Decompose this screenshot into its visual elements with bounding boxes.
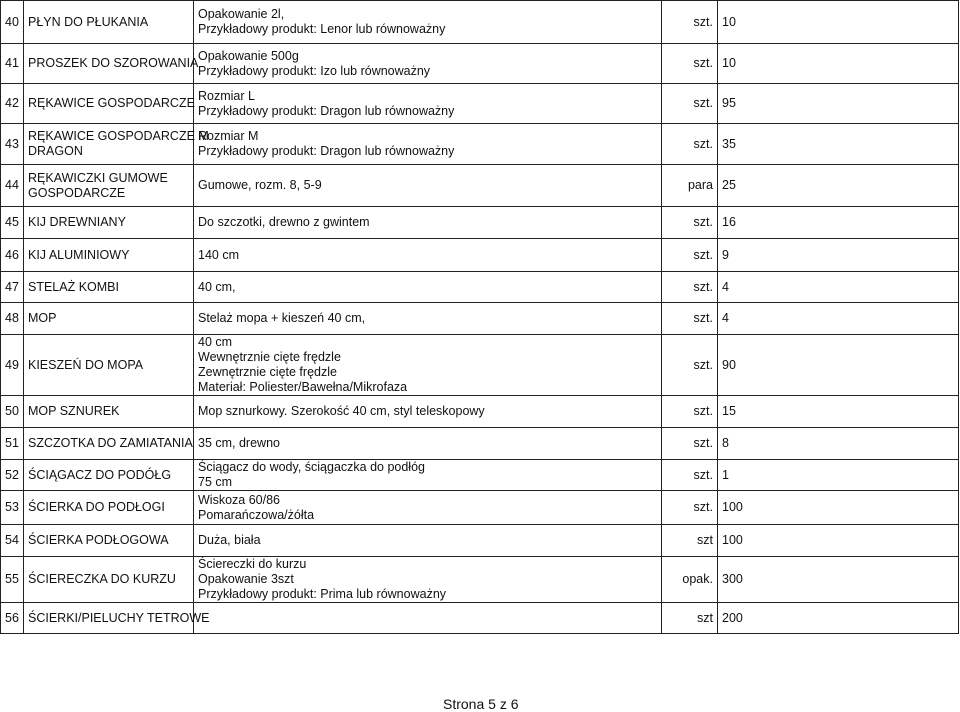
item-description-line: Pomarańczowa/żółta (198, 507, 315, 522)
item-description-line: Materiał: Poliester/Bawełna/Mikrofaza (198, 380, 408, 394)
item-description (194, 1, 662, 44)
item-description-line: Przykładowy produkt: Dragon lub równoważny (198, 144, 455, 158)
item-quantity: 15 (718, 396, 959, 428)
row-number: 52 (1, 460, 24, 491)
item-name (24, 428, 194, 460)
item-quantity: 4 (718, 303, 959, 335)
row-number: 44 (1, 165, 24, 207)
item-description (194, 557, 662, 603)
item-unit: szt. (662, 207, 718, 239)
item-name-line: PROSZEK DO SZOROWANIA (28, 56, 199, 70)
item-quantity: 200 (718, 603, 959, 634)
item-name (24, 603, 210, 634)
item-name (24, 460, 194, 491)
item-quantity: 8 (718, 428, 959, 460)
item-quantity: 1 (718, 460, 959, 491)
item-name-line: ŚCIERKI/PIELUCHY TETROWE (28, 610, 210, 625)
page-number: Strona 5 z 6 (443, 696, 519, 712)
item-name-line: ŚCIERECZKA DO KURZU (28, 572, 176, 586)
item-description-line: Rozmiar M (198, 129, 259, 143)
item-description-line: Mop sznurkowy. Szerokość 40 cm, styl teleskopowy (198, 404, 485, 418)
item-description-line: Przykładowy produkt: Dragon lub równoważny (198, 103, 455, 118)
item-unit: szt. (662, 1, 718, 44)
table-row (1, 239, 959, 272)
row-number: 43 (1, 124, 24, 165)
item-quantity: 4 (718, 272, 959, 303)
table-row (1, 525, 959, 557)
item-description-line: Stelaż mopa + kieszeń 40 cm, (198, 311, 366, 325)
item-unit: szt. (662, 272, 718, 303)
row-number: 41 (1, 44, 24, 84)
item-quantity: 95 (718, 84, 959, 124)
item-description-line: 35 cm, drewno (198, 436, 280, 450)
item-description (194, 207, 662, 239)
row-number: 54 (1, 525, 24, 557)
table-row (1, 1, 959, 44)
item-description (194, 272, 662, 303)
item-description-line: 75 cm (198, 475, 233, 489)
item-description (194, 239, 662, 272)
table-row (1, 491, 959, 525)
table-row (1, 603, 959, 634)
item-description-line: 40 cm, (198, 279, 236, 294)
item-unit: szt (662, 603, 718, 634)
item-name (24, 165, 194, 207)
item-unit: szt. (662, 335, 718, 396)
item-name-line: GOSPODARCZE (28, 185, 126, 200)
item-unit: szt. (662, 428, 718, 460)
item-name-line: STELAŻ KOMBI (28, 279, 119, 294)
item-name-line: KIESZEŃ DO MOPA (28, 357, 144, 372)
item-description-line: 40 cm (198, 335, 233, 349)
item-description-line: Ściągacz do wody, ściągaczka do podłóg (198, 460, 425, 474)
table-row (1, 44, 959, 84)
item-name (24, 557, 194, 603)
item-name-line: ŚCIĄGACZ DO PODÓŁG (28, 467, 172, 482)
item-unit: szt (662, 525, 718, 557)
item-unit: szt. (662, 396, 718, 428)
item-quantity: 9 (718, 239, 959, 272)
item-quantity: 35 (718, 124, 959, 165)
row-number: 47 (1, 272, 24, 303)
row-number: 45 (1, 207, 24, 239)
item-description-line: Przykładowy produkt: Prima lub równoważny (198, 587, 447, 601)
item-description-line: Opakowanie 500g (198, 48, 299, 63)
item-unit: szt. (662, 44, 718, 84)
item-description-line: Zewnętrznie cięte frędzle (198, 365, 337, 379)
item-description (194, 603, 662, 634)
item-name-line: DRAGON (28, 144, 83, 158)
item-unit: szt. (662, 84, 718, 124)
item-description (194, 396, 662, 428)
row-number: 51 (1, 428, 24, 460)
row-number: 50 (1, 396, 24, 428)
row-number: 40 (1, 1, 24, 44)
item-name (24, 124, 209, 165)
item-unit: szt. (662, 124, 718, 165)
table-row (1, 84, 959, 124)
row-number: 49 (1, 335, 24, 396)
item-name (24, 272, 194, 303)
item-quantity: 300 (718, 557, 959, 603)
item-quantity: 90 (718, 335, 959, 396)
item-description (194, 491, 662, 525)
item-description-line: Wewnętrznie cięte frędzle (198, 350, 341, 364)
item-description (194, 303, 662, 335)
item-description-line: Wiskoza 60/86 (198, 492, 280, 507)
table-row (1, 428, 959, 460)
item-name-line: ŚCIERKA DO PODŁOGI (28, 500, 165, 514)
item-name-line: SZCZOTKA DO ZAMIATANIA (28, 436, 193, 450)
item-quantity: 100 (718, 491, 959, 525)
item-description (194, 460, 662, 491)
item-name (24, 207, 194, 239)
table-row (1, 396, 959, 428)
item-description-line: Opakowanie 3szt (198, 572, 294, 586)
item-description (194, 44, 662, 84)
table-row (1, 124, 959, 165)
row-number: 56 (1, 603, 24, 634)
table-row (1, 335, 959, 396)
item-name-line: KIJ DREWNIANY (28, 215, 126, 229)
item-name-line: MOP SZNUREK (28, 404, 120, 418)
item-unit: szt. (662, 239, 718, 272)
item-description-line: Gumowe, rozm. 8, 5-9 (198, 178, 322, 192)
item-name (24, 44, 199, 84)
row-number: 46 (1, 239, 24, 272)
item-name-line: ŚCIERKA PODŁOGOWA (28, 533, 169, 547)
table-row (1, 272, 959, 303)
item-quantity: 100 (718, 525, 959, 557)
item-name-line: RĘKAWICE GOSPODARCZE M (28, 129, 209, 143)
item-quantity: 10 (718, 1, 959, 44)
item-name-line: RĘKAWICE GOSPODARCZE (28, 96, 195, 110)
item-quantity: 10 (718, 44, 959, 84)
item-description (194, 335, 662, 396)
item-unit: para (662, 165, 718, 207)
table-row (1, 165, 959, 207)
item-name-line: KIJ ALUMINIOWY (28, 247, 130, 262)
table-row (1, 303, 959, 335)
item-unit: szt. (662, 303, 718, 335)
item-description (194, 428, 662, 460)
table-row (1, 207, 959, 239)
row-number: 42 (1, 84, 24, 124)
item-name (24, 239, 194, 272)
item-description-line: Opakowanie 2l, (198, 7, 285, 21)
item-name-line: MOP (28, 311, 57, 325)
item-description (194, 165, 662, 207)
item-description-line: Do szczotki, drewno z gwintem (198, 215, 370, 229)
item-description (194, 84, 662, 124)
item-unit: szt. (662, 491, 718, 525)
item-description-line: Ściereczki do kurzu (198, 557, 307, 571)
row-number: 48 (1, 303, 24, 335)
item-name (24, 525, 194, 557)
item-description-line: Rozmiar L (198, 88, 255, 103)
item-name-line: PŁYN DO PŁUKANIA (28, 14, 149, 29)
item-name (24, 303, 194, 335)
item-description-line: Duża, biała (198, 533, 261, 547)
item-quantity: 16 (718, 207, 959, 239)
item-quantity: 25 (718, 165, 959, 207)
table-row (1, 557, 959, 603)
row-number: 55 (1, 557, 24, 603)
item-name (24, 335, 194, 396)
item-unit: szt. (662, 460, 718, 491)
row-number: 53 (1, 491, 24, 525)
item-description (194, 525, 662, 557)
item-name (24, 1, 194, 44)
item-name (24, 491, 194, 525)
item-description-line: Przykładowy produkt: Izo lub równoważny (198, 63, 431, 78)
table-row (1, 460, 959, 491)
item-description-line: Przykładowy produkt: Lenor lub równoważny (198, 22, 446, 36)
item-description (194, 124, 662, 165)
item-unit: opak. (662, 557, 718, 603)
item-name (24, 396, 194, 428)
item-name (24, 84, 194, 124)
item-name-line: RĘKAWICZKI GUMOWE (28, 170, 168, 185)
item-description-line: 140 cm (198, 247, 239, 262)
